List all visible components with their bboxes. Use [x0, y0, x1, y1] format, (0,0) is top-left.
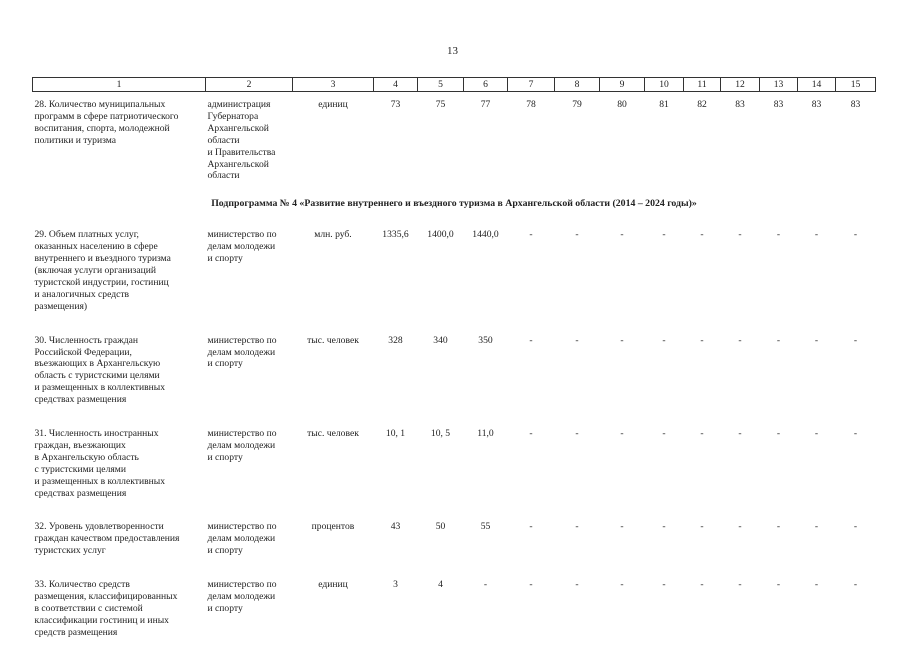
- unit-cell: единиц: [318, 99, 348, 110]
- value-cell: -: [620, 334, 624, 346]
- value-cell: 83: [735, 99, 745, 110]
- value-cell: -: [776, 428, 781, 440]
- value-cell: -: [575, 579, 579, 591]
- value-cell: -: [814, 229, 819, 241]
- column-number-cell: 11: [684, 78, 721, 92]
- column-number-cell: 9: [600, 78, 645, 92]
- value-cell: -: [814, 579, 819, 591]
- value-cell: 10, 1: [385, 428, 406, 440]
- value-cell: -: [620, 579, 624, 591]
- value-cell: -: [776, 229, 781, 241]
- value-cell: 328: [388, 334, 403, 346]
- value-cell: -: [529, 229, 533, 241]
- unit-cell: млн. руб.: [314, 229, 352, 241]
- value-cell: 1440,0: [472, 229, 499, 241]
- value-cell: -: [814, 428, 819, 440]
- value-cell: 340: [433, 334, 448, 346]
- value-cell: -: [738, 521, 742, 533]
- indicator-cell: 31. Численность иностранных граждан, въезжающих в Архангельскую область с туристскими целями и размещенных в коллективных средствах размещения: [34, 428, 165, 499]
- value-cell: -: [700, 334, 704, 346]
- value-cell: -: [620, 229, 624, 241]
- table-row: [33, 514, 876, 572]
- indicator-cell: 29. Объем платных услуг, оказанных населению в сфере внутреннего и въездного туризма (включая услуги организаций туристской индустрии, гостиниц и аналогичных средств размещения): [34, 229, 171, 312]
- column-number-cell: 5: [418, 78, 464, 92]
- executor-cell: министерство по делам молодежи и спорту: [207, 229, 277, 265]
- subprogram-title: Подпрограмма № 4 «Развитие внутреннего и въездного туризма в Архангельской области (2014 – 2024 годы)»: [211, 198, 697, 210]
- value-cell: -: [529, 521, 533, 533]
- value-cell: -: [662, 428, 666, 440]
- executor-cell: министерство по делам молодежи и спорту: [207, 579, 277, 614]
- unit-cell: тыс. человек: [307, 428, 359, 440]
- value-cell: -: [853, 521, 858, 533]
- value-cell: 82: [697, 99, 707, 110]
- value-cell: -: [662, 521, 666, 533]
- value-cell: -: [814, 334, 819, 346]
- value-cell: -: [529, 579, 533, 591]
- value-cell: 77: [480, 99, 491, 110]
- table-row: [33, 421, 876, 514]
- column-number-cell: 2: [206, 78, 293, 92]
- value-cell: -: [814, 521, 819, 533]
- table-row: [33, 572, 876, 654]
- value-cell: 83: [850, 99, 861, 110]
- unit-cell: процентов: [311, 521, 355, 533]
- value-cell: 55: [480, 521, 491, 533]
- indicator-cell: 33. Количество средств размещения, классифицированных в соответствии с системой классификации гостиниц и иных средств размещения: [34, 579, 178, 638]
- value-cell: -: [776, 579, 781, 591]
- column-number-cell: 10: [645, 78, 684, 92]
- value-cell: -: [738, 334, 742, 346]
- table-row: [33, 92, 876, 198]
- executor-cell: министерство по делам молодежи и спорту: [207, 428, 277, 463]
- table-row: [33, 328, 876, 421]
- indicator-cell: 28. Количество муниципальных программ в сфере патриотического воспитания, спорта, молодежной политики и туризма: [34, 99, 179, 146]
- unit-cell: тыс. человек: [307, 334, 359, 346]
- value-cell: 350: [478, 334, 493, 346]
- value-cell: -: [738, 579, 742, 591]
- value-cell: -: [575, 334, 579, 346]
- value-cell: -: [853, 428, 858, 440]
- executor-cell: министерство по делам молодежи и спорту: [207, 334, 277, 370]
- value-cell: 80: [617, 99, 627, 110]
- value-cell: 3: [393, 579, 398, 591]
- column-number-cell: 7: [508, 78, 555, 92]
- executor-cell: администрация Губернатора Архангельской области и Правительства Архангельской области: [207, 99, 276, 182]
- page-number: 13: [447, 45, 458, 57]
- value-cell: 4: [438, 579, 443, 591]
- column-number-cell: 15: [836, 78, 876, 92]
- value-cell: -: [700, 428, 704, 440]
- value-cell: -: [529, 334, 533, 346]
- column-number-cell: 1: [33, 78, 206, 92]
- value-cell: -: [575, 229, 579, 241]
- value-cell: -: [662, 229, 666, 241]
- indicator-cell: 32. Уровень удовлетворенности граждан качеством предоставления туристских услуг: [34, 521, 180, 557]
- executor-cell: министерство по делам молодежи и спорту: [207, 521, 277, 557]
- value-cell: -: [575, 521, 579, 533]
- value-cell: 1400,0: [427, 229, 454, 241]
- value-cell: -: [662, 579, 666, 591]
- value-cell: 79: [572, 99, 582, 110]
- column-number-cell: 12: [721, 78, 760, 92]
- value-cell: 11,0: [477, 428, 494, 440]
- value-cell: 75: [435, 99, 446, 110]
- value-cell: -: [662, 334, 666, 346]
- value-cell: -: [700, 579, 704, 591]
- value-cell: -: [776, 521, 781, 533]
- subprogram-title-row: [33, 197, 876, 222]
- column-number-cell: 13: [760, 78, 798, 92]
- table-body: [33, 78, 876, 654]
- column-number-cell: 14: [798, 78, 836, 92]
- value-cell: -: [738, 229, 742, 241]
- value-cell: 73: [390, 99, 401, 110]
- value-cell: -: [853, 229, 858, 241]
- value-cell: -: [620, 521, 624, 533]
- value-cell: -: [738, 428, 742, 440]
- column-number-cell: 8: [555, 78, 600, 92]
- value-cell: -: [575, 428, 579, 440]
- table-row: [33, 222, 876, 327]
- value-cell: 83: [773, 99, 784, 110]
- column-number-cell: 3: [293, 78, 374, 92]
- indicators-table: [32, 77, 876, 654]
- value-cell: 43: [390, 521, 401, 533]
- value-cell: -: [853, 334, 858, 346]
- value-cell: -: [853, 579, 858, 591]
- column-numbers-row: [33, 78, 876, 92]
- indicator-cell: 30. Численность граждан Российской Федерации, въезжающих в Архангельскую область с туристскими целями и размещенных в коллективных средствах размещения: [34, 334, 165, 406]
- value-cell: 81: [659, 99, 669, 110]
- value-cell: 83: [811, 99, 822, 110]
- value-cell: 50: [435, 521, 446, 533]
- value-cell: 1335,6: [382, 229, 409, 241]
- value-cell: -: [776, 334, 781, 346]
- value-cell: 78: [526, 99, 536, 110]
- value-cell: -: [700, 229, 704, 241]
- value-cell: -: [483, 579, 488, 591]
- value-cell: -: [700, 521, 704, 533]
- value-cell: 10, 5: [430, 428, 451, 440]
- value-cell: -: [529, 428, 533, 440]
- column-number-cell: 4: [374, 78, 418, 92]
- column-number-cell: 6: [464, 78, 508, 92]
- unit-cell: единиц: [318, 579, 348, 591]
- value-cell: -: [620, 428, 624, 440]
